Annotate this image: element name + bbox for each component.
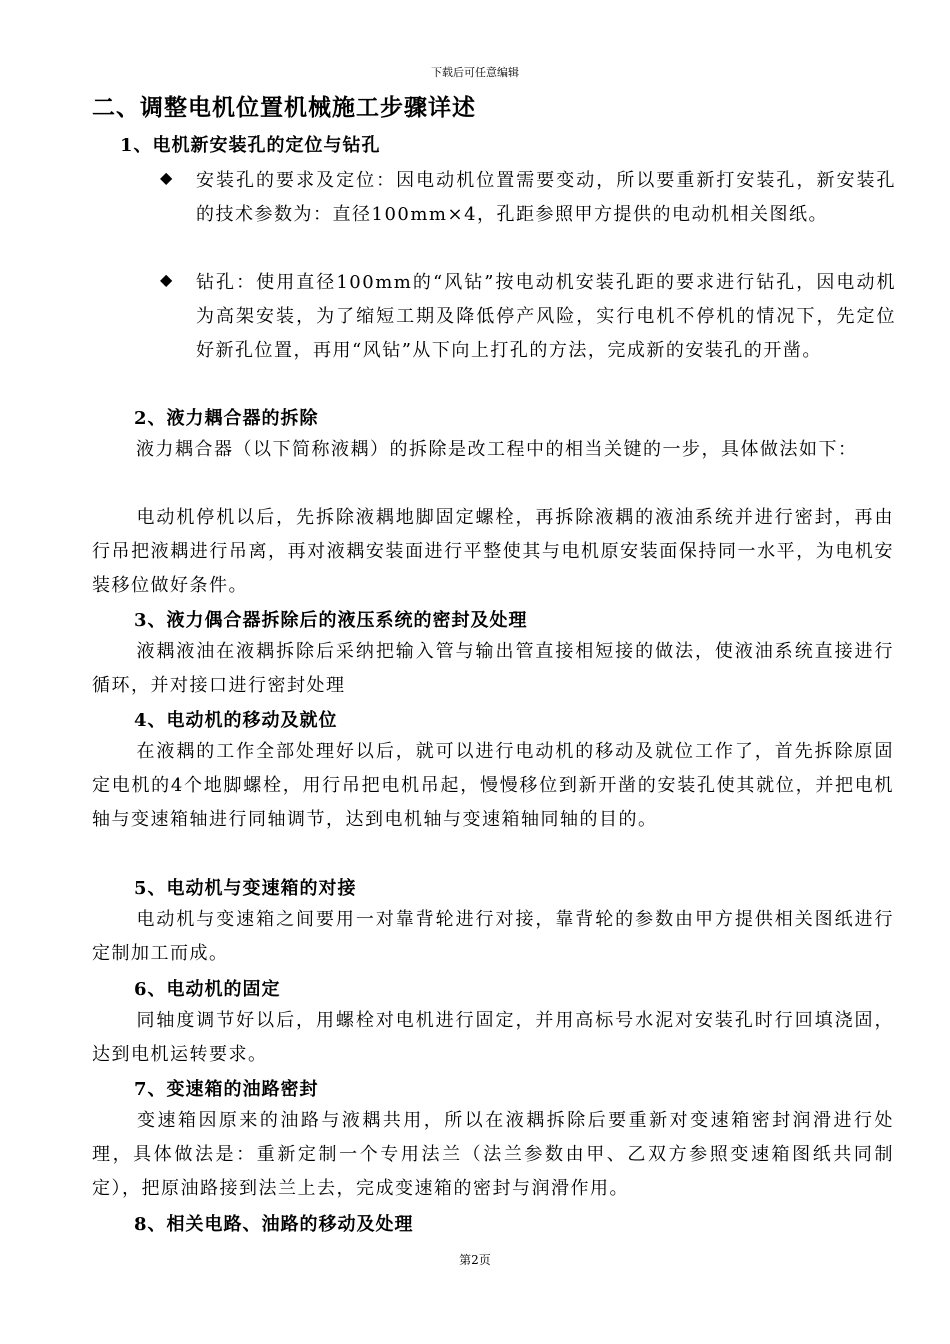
section-paragraph: 变速箱因原来的油路与液耦共用，所以在液耦拆除后要重新对变速箱密封润滑进行处理，具体做法是：重新定制一个专用法兰（法兰参数由甲、乙双方参照变速箱图纸共同制定），把原油路接到法兰上去，完成变速箱的密封与润滑作用。 xyxy=(92,1110,894,1199)
section-heading-1: 1、电机新安装孔的定位与钻孔 xyxy=(120,135,381,156)
section-paragraph: 液力耦合器（以下简称液耦）的拆除是改工程中的相当关键的一步，具体做法如下： xyxy=(136,439,858,460)
section-heading-4: 4、电动机的移动及就位 xyxy=(134,710,338,731)
section-heading-2: 2、液力耦合器的拆除 xyxy=(134,408,319,429)
section-paragraph: 在液耦的工作全部处理好以后，就可以进行电动机的移动及就位工作了，首先拆除原固定电机的4个地脚螺栓，用行吊把电机吊起，慢慢移位到新开凿的安装孔使其就位，并把电机轴与变速箱轴进行同轴调节，达到电机轴与变速箱轴同轴的目的。 xyxy=(92,741,894,830)
section-paragraph: 电动机停机以后，先拆除液耦地脚固定螺栓，再拆除液耦的液油系统并进行密封，再由行吊把液耦进行吊离，再对液耦安装面进行平整使其与电机原安装面保持同一水平，为电机安装移位做好条件。 xyxy=(92,507,894,596)
section-paragraph: 液耦液油在液耦拆除后采纳把输入管与输出管直接相短接的做法，使液油系统直接进行循环，并对接口进行密封处理 xyxy=(92,641,894,696)
bullet-text: 钻孔：使用直径100mm的“风钻”按电动机安装孔距的要求进行钻孔，因电动机为高架安装，为了缩短工期及降低停产风险，实行电机不停机的情况下，先定位好新孔位置，再用“风钻”从下向上打孔的方法，完成新的安装孔的开凿。 xyxy=(196,272,896,361)
section-heading-6: 6、电动机的固定 xyxy=(134,979,281,1000)
page-number: 第2页 xyxy=(459,1253,491,1267)
diamond-bullet-icon: ◆ xyxy=(160,168,173,187)
page-title: 二、调整电机位置机械施工步骤详述 xyxy=(92,94,476,121)
diamond-bullet-icon: ◆ xyxy=(160,270,173,289)
section-heading-5: 5、电动机与变速箱的对接 xyxy=(134,878,357,899)
bullet-text: 安装孔的要求及定位：因电动机位置需要变动，所以要重新打安装孔，新安装孔的技术参数为：直径100mm×4，孔距参照甲方提供的电动机相关图纸。 xyxy=(196,170,896,225)
section-heading-7: 7、变速箱的油路密封 xyxy=(134,1079,319,1100)
section-paragraph: 电动机与变速箱之间要用一对靠背轮进行对接，靠背轮的参数由甲方提供相关图纸进行定制加工而成。 xyxy=(92,909,894,964)
section-paragraph: 同轴度调节好以后，用螺栓对电机进行固定，并用高标号水泥对安装孔时行回填浇固，达到电机运转要求。 xyxy=(92,1010,894,1065)
page-header: 下载后可任意编辑 xyxy=(431,66,519,79)
section-heading-8: 8、相关电路、油路的移动及处理 xyxy=(134,1214,414,1235)
section-heading-3: 3、液力偶合器拆除后的液压系统的密封及处理 xyxy=(134,610,528,631)
